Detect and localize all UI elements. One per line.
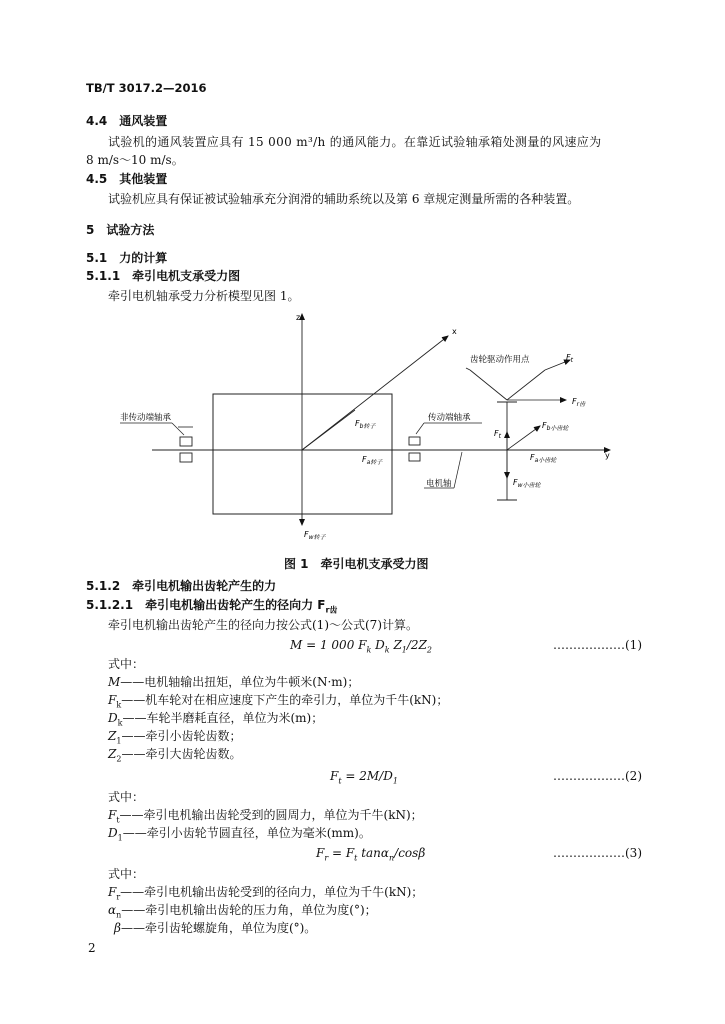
non-drive-bearing-label: 非传动端轴承 bbox=[120, 413, 172, 423]
equation-1-number: ………………(1) bbox=[553, 638, 642, 652]
force-ft2-label: $F_t$ bbox=[494, 429, 501, 440]
section-5-1-2-1-title: 5.1.2.1 牵引电机输出齿轮产生的径向力 $F_{r齿}$ bbox=[86, 598, 338, 615]
section-4-4-para-line2: 8 m/s～10 m/s。 bbox=[86, 153, 184, 167]
drive-bearing-label: 传动端轴承 bbox=[428, 413, 471, 423]
force-fa-small-gear-label: $F_{a小齿轮}$ bbox=[530, 453, 557, 464]
equation-2: $F_t = 2M/D_1$ bbox=[330, 769, 398, 786]
force-ft-label: $F_t$ bbox=[566, 353, 573, 364]
gear-drive-point-label: 齿轮驱动作用点 bbox=[470, 355, 530, 365]
figure-1-diagram bbox=[0, 300, 725, 570]
definition-Z1: $Z_1——$牵引小齿轮齿数； bbox=[108, 729, 242, 746]
document-header-id: TB/T 3017.2—2016 bbox=[86, 81, 207, 95]
equation-1: M = 1 000 $F_k$ $D_k$ $Z_1/2Z_2$ bbox=[290, 638, 432, 655]
equation-3: $F_r = F_t$ tanα$_n$/cosβ bbox=[316, 846, 426, 863]
section-4-5-para: 试验机应具有保证被试验轴承充分润滑的辅助系统以及第 6 章规定测量所需的各种装置。 bbox=[108, 192, 580, 206]
section-5-title: 5 试验方法 bbox=[86, 223, 155, 237]
definition-Fr: $F_r——$牵引电机输出齿轮受到的径向力，单位为千牛(kN)； bbox=[108, 885, 424, 902]
definition-M: M——电机轴输出扭矩，单位为牛顿米(N·m)； bbox=[108, 675, 360, 689]
definition-alpha-n: $\alpha_n——$牵引电机输出齿轮的压力角，单位为度(°)； bbox=[108, 903, 377, 920]
equation-2-number: ………………(2) bbox=[553, 769, 642, 783]
x-axis-line bbox=[302, 336, 448, 450]
equation-3-number: ………………(3) bbox=[553, 846, 642, 860]
y-axis-label: y bbox=[605, 451, 610, 460]
section-4-5-title: 4.5 其他装置 bbox=[86, 172, 168, 186]
section-5-1-1-title: 5.1.1 牵引电机支承受力图 bbox=[86, 269, 241, 283]
non-drive-bearing-bottom bbox=[180, 453, 192, 462]
x-axis-label: x bbox=[452, 327, 457, 336]
z-axis-label: z bbox=[296, 313, 301, 322]
section-4-4-title: 4.4 通风装置 bbox=[86, 114, 168, 128]
definition-D1: $D_1——$牵引小齿轮节圆直径，单位为毫米(mm)。 bbox=[108, 826, 371, 843]
non-drive-bearing-top bbox=[180, 437, 192, 446]
definition-Fk: $F_k——$机车轮对在相应速度下产生的牵引力，单位为千牛(kN)； bbox=[108, 693, 449, 710]
definition-Ft: $F_t——$牵引电机输出齿轮受到的圆周力，单位为千牛(kN)； bbox=[108, 808, 423, 825]
section-4-4-para-line1: 试验机的通风装置应具有 15 000 m³/h 的通风能力。在靠近试验轴承箱处测量的风速应为 bbox=[108, 135, 602, 149]
figure-1-caption: 图 1 牵引电机支承受力图 bbox=[284, 557, 429, 571]
drive-bearing-bottom bbox=[409, 453, 420, 461]
section-5-1-title: 5.1 力的计算 bbox=[86, 251, 168, 265]
force-fw-small-gear-label: $F_{w小齿轮}$ bbox=[513, 478, 541, 489]
drive-bearing-top bbox=[409, 437, 420, 445]
where-label-2: 式中： bbox=[108, 790, 145, 804]
definition-Z2: $Z_2——$牵引大齿轮齿数。 bbox=[108, 747, 242, 764]
force-fr-gear-label: $F_{r齿}$ bbox=[572, 397, 586, 408]
force-fw-rotor-label: $F_{w转子}$ bbox=[304, 530, 326, 541]
section-5-1-2-title: 5.1.2 牵引电机输出齿轮产生的力 bbox=[86, 579, 277, 593]
where-label-1: 式中： bbox=[108, 657, 145, 671]
force-fb-rotor-label: $F_{b转子}$ bbox=[355, 419, 376, 430]
force-fb-small-gear-label: $F_{b小齿轮}$ bbox=[542, 421, 569, 432]
rotor-box bbox=[213, 394, 392, 514]
definition-Dk: $D_k——$车轮半磨耗直径，单位为米(m)； bbox=[108, 711, 324, 728]
section-5-1-1-para: 牵引电机轴承受力分析模型见图 1。 bbox=[108, 289, 300, 303]
definition-beta: β——牵引齿轮螺旋角，单位为度(°)。 bbox=[114, 921, 317, 935]
section-5-1-2-1-para: 牵引电机输出齿轮产生的径向力按公式(1)～公式(7)计算。 bbox=[108, 618, 418, 632]
where-label-3: 式中： bbox=[108, 867, 145, 881]
page-number: 2 bbox=[88, 941, 96, 955]
force-fa-rotor-label: $F_{a转子}$ bbox=[362, 455, 383, 466]
motor-shaft-label: 电机轴 bbox=[426, 479, 452, 489]
